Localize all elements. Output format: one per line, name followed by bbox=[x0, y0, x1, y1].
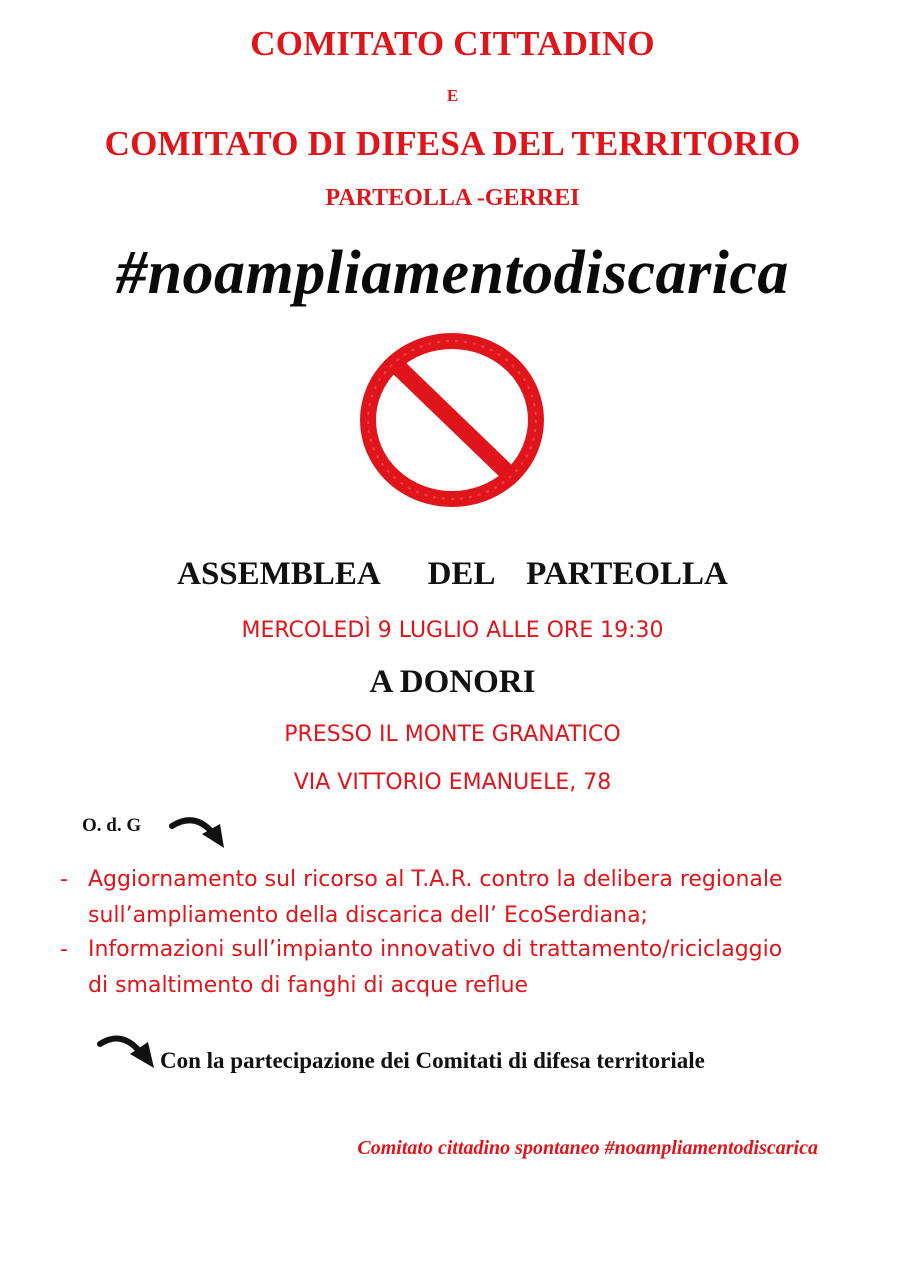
conjunction: E bbox=[446, 86, 459, 105]
event-city: A DONORI bbox=[369, 664, 536, 700]
agenda-item-text: Informazioni sull’impianto innovativo di trattamento/riciclaggio di smaltimento di fanghi di acque reflue bbox=[88, 937, 783, 998]
footer-signature: Comitato cittadino spontaneo #noampliamentodiscarica bbox=[357, 1137, 818, 1159]
event-address: VIA VITTORIO EMANUELE, 78 bbox=[293, 770, 612, 795]
campaign-hashtag: #noampliamentodiscarica bbox=[116, 239, 789, 307]
no-entry-sign-icon bbox=[355, 330, 550, 510]
region-name: PARTEOLLA -GERREI bbox=[325, 185, 580, 211]
participation-note: Con la partecipazione dei Comitati di difesa territoriale bbox=[160, 1048, 705, 1073]
agenda-label: O. d. G bbox=[82, 815, 142, 836]
agenda-item bbox=[60, 862, 890, 934]
agenda-bullet: - bbox=[60, 937, 68, 962]
event-title: ASSEMBLEA DEL PARTEOLLA bbox=[177, 556, 728, 592]
committee-title: COMITATO CITTADINO bbox=[250, 24, 655, 63]
agenda-bullet: - bbox=[60, 867, 68, 892]
event-date: MERCOLEDÌ 9 LUGLIO ALLE ORE 19:30 bbox=[241, 618, 664, 643]
event-place: PRESSO IL MONTE GRANATICO bbox=[284, 722, 621, 747]
curved-arrow-icon bbox=[96, 1030, 158, 1074]
agenda-item-text: Aggiornamento sul ricorso al T.A.R. contro la delibera regionale sull’ampliamento della discarica dell’ EcoSerdiana; bbox=[88, 867, 783, 928]
committee-subtitle: COMITATO DI DIFESA DEL TERRITORIO bbox=[104, 124, 801, 163]
agenda-item bbox=[60, 932, 890, 1004]
curved-arrow-icon bbox=[168, 812, 230, 854]
